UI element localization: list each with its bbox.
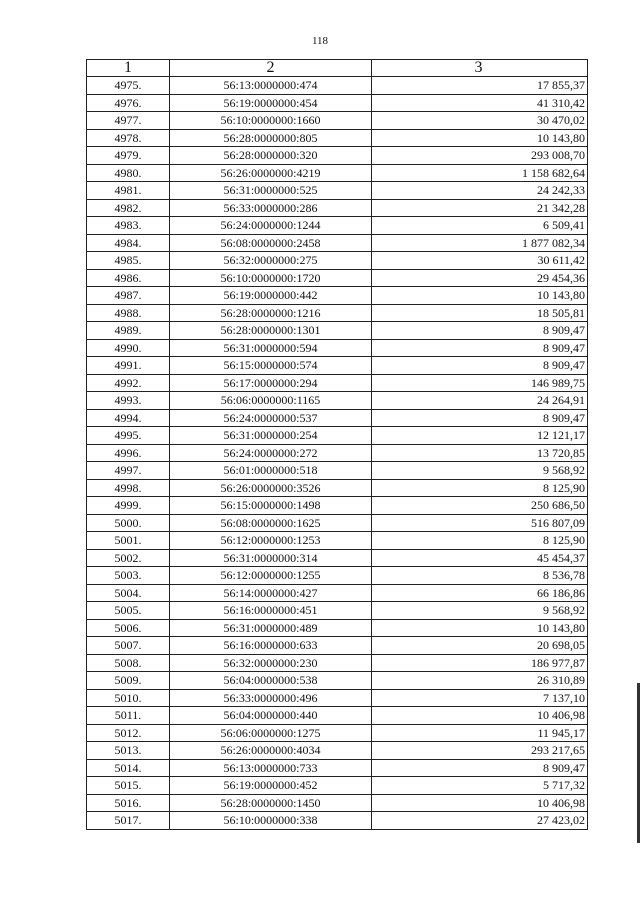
table-row — [87, 112, 588, 130]
cadastral-number-cell: 56:12:0000000:1253 — [170, 532, 372, 550]
cadastral-number-cell: 56:04:0000000:440 — [170, 707, 372, 725]
table-row — [87, 427, 588, 445]
cadastral-number-cell: 56:13:0000000:733 — [170, 759, 372, 777]
cadastral-number-cell: 56:33:0000000:496 — [170, 689, 372, 707]
cadastral-number-cell: 56:31:0000000:594 — [170, 339, 372, 357]
table-row — [87, 374, 588, 392]
amount-cell: 6 509,41 — [372, 217, 588, 235]
row-number-cell: 4996. — [87, 444, 170, 462]
amount-cell: 293 217,65 — [372, 742, 588, 760]
amount-cell: 8 909,47 — [372, 409, 588, 427]
table-row — [87, 392, 588, 410]
cadastral-number-cell: 56:14:0000000:427 — [170, 584, 372, 602]
cadastral-number-cell: 56:01:0000000:518 — [170, 462, 372, 480]
row-number-cell: 4997. — [87, 462, 170, 480]
row-number-cell: 5007. — [87, 637, 170, 655]
table-row — [87, 217, 588, 235]
table-row — [87, 322, 588, 340]
table-row — [87, 199, 588, 217]
table-row — [87, 147, 588, 165]
cadastral-number-cell: 56:08:0000000:2458 — [170, 234, 372, 252]
cadastral-number-cell: 56:28:0000000:1216 — [170, 304, 372, 322]
table-row — [87, 357, 588, 375]
cadastral-number-cell: 56:10:0000000:338 — [170, 812, 372, 830]
cadastral-number-cell: 56:10:0000000:1660 — [170, 112, 372, 130]
amount-cell: 20 698,05 — [372, 637, 588, 655]
cadastral-number-cell: 56:12:0000000:1255 — [170, 567, 372, 585]
row-number-cell: 5010. — [87, 689, 170, 707]
cadastral-number-cell: 56:28:0000000:805 — [170, 129, 372, 147]
cadastral-number-cell: 56:24:0000000:1244 — [170, 217, 372, 235]
cadastral-number-cell: 56:19:0000000:442 — [170, 287, 372, 305]
page-number: 118 — [311, 35, 329, 47]
amount-cell: 10 143,80 — [372, 287, 588, 305]
row-number-cell: 5003. — [87, 567, 170, 585]
row-number-cell: 4985. — [87, 252, 170, 270]
row-number-cell: 5009. — [87, 672, 170, 690]
cadastral-number-cell: 56:06:0000000:1165 — [170, 392, 372, 410]
table-row — [87, 812, 588, 830]
amount-cell: 21 342,28 — [372, 199, 588, 217]
cadastral-number-cell: 56:32:0000000:275 — [170, 252, 372, 270]
cadastral-number-cell: 56:31:0000000:489 — [170, 619, 372, 637]
cadastral-number-cell: 56:31:0000000:254 — [170, 427, 372, 445]
amount-cell: 18 505,81 — [372, 304, 588, 322]
cadastral-number-cell: 56:13:0000000:474 — [170, 77, 372, 95]
column-header-2: 2 — [170, 60, 372, 77]
cadastral-number-cell: 56:33:0000000:286 — [170, 199, 372, 217]
table-row — [87, 794, 588, 812]
amount-cell: 5 717,32 — [372, 777, 588, 795]
cadastral-number-cell: 56:28:0000000:1450 — [170, 794, 372, 812]
row-number-cell: 4987. — [87, 287, 170, 305]
row-number-cell: 4975. — [87, 77, 170, 95]
row-number-cell: 5001. — [87, 532, 170, 550]
table-row — [87, 497, 588, 515]
amount-cell: 10 406,98 — [372, 707, 588, 725]
cadastral-number-cell: 56:31:0000000:525 — [170, 182, 372, 200]
amount-cell: 41 310,42 — [372, 94, 588, 112]
amount-cell: 10 143,80 — [372, 619, 588, 637]
cadastral-number-cell: 56:26:0000000:3526 — [170, 479, 372, 497]
amount-cell: 250 686,50 — [372, 497, 588, 515]
row-number-cell: 4995. — [87, 427, 170, 445]
table-row — [87, 584, 588, 602]
table-row — [87, 164, 588, 182]
row-number-cell: 5002. — [87, 549, 170, 567]
table-row — [87, 602, 588, 620]
table-row — [87, 549, 588, 567]
row-number-cell: 4990. — [87, 339, 170, 357]
amount-cell: 13 720,85 — [372, 444, 588, 462]
table-row — [87, 619, 588, 637]
amount-cell: 516 807,09 — [372, 514, 588, 532]
row-number-cell: 5006. — [87, 619, 170, 637]
amount-cell: 146 989,75 — [372, 374, 588, 392]
amount-cell: 29 454,36 — [372, 269, 588, 287]
table-row — [87, 269, 588, 287]
amount-cell: 7 137,10 — [372, 689, 588, 707]
amount-cell: 8 909,47 — [372, 357, 588, 375]
row-number-cell: 4979. — [87, 147, 170, 165]
row-number-cell: 4982. — [87, 199, 170, 217]
amount-cell: 30 611,42 — [372, 252, 588, 270]
amount-cell: 24 264,91 — [372, 392, 588, 410]
row-number-cell: 5017. — [87, 812, 170, 830]
amount-cell: 30 470,02 — [372, 112, 588, 130]
header-row — [87, 60, 588, 77]
row-number-cell: 4980. — [87, 164, 170, 182]
amount-cell: 10 406,98 — [372, 794, 588, 812]
cadastral-number-cell: 56:26:0000000:4034 — [170, 742, 372, 760]
amount-cell: 1 877 082,34 — [372, 234, 588, 252]
cadastral-number-cell: 56:26:0000000:4219 — [170, 164, 372, 182]
row-number-cell: 4993. — [87, 392, 170, 410]
table-row — [87, 777, 588, 795]
cadastral-number-cell: 56:31:0000000:314 — [170, 549, 372, 567]
amount-cell: 10 143,80 — [372, 129, 588, 147]
table-row — [87, 654, 588, 672]
table-row — [87, 409, 588, 427]
row-number-cell: 4999. — [87, 497, 170, 515]
row-number-cell: 4978. — [87, 129, 170, 147]
cadastral-number-cell: 56:15:0000000:574 — [170, 357, 372, 375]
table-row — [87, 462, 588, 480]
amount-cell: 27 423,02 — [372, 812, 588, 830]
amount-cell: 8 125,90 — [372, 532, 588, 550]
table-row — [87, 252, 588, 270]
cadastral-number-cell: 56:08:0000000:1625 — [170, 514, 372, 532]
table-row — [87, 444, 588, 462]
row-number-cell: 5005. — [87, 602, 170, 620]
row-number-cell: 4986. — [87, 269, 170, 287]
amount-cell: 17 855,37 — [372, 77, 588, 95]
cadastral-number-cell: 56:19:0000000:454 — [170, 94, 372, 112]
row-number-cell: 4992. — [87, 374, 170, 392]
amount-cell: 8 125,90 — [372, 479, 588, 497]
row-number-cell: 4988. — [87, 304, 170, 322]
amount-cell: 26 310,89 — [372, 672, 588, 690]
table-row — [87, 672, 588, 690]
table-row — [87, 77, 588, 95]
row-number-cell: 4983. — [87, 217, 170, 235]
cadastral-number-cell: 56:32:0000000:230 — [170, 654, 372, 672]
row-number-cell: 4976. — [87, 94, 170, 112]
cadastral-number-cell: 56:04:0000000:538 — [170, 672, 372, 690]
row-number-cell: 4994. — [87, 409, 170, 427]
table-row — [87, 724, 588, 742]
row-number-cell: 5000. — [87, 514, 170, 532]
row-number-cell: 5004. — [87, 584, 170, 602]
row-number-cell: 5014. — [87, 759, 170, 777]
table-row — [87, 182, 588, 200]
amount-cell: 186 977,87 — [372, 654, 588, 672]
amount-cell: 1 158 682,64 — [372, 164, 588, 182]
table-row — [87, 707, 588, 725]
row-number-cell: 5013. — [87, 742, 170, 760]
amount-cell: 66 186,86 — [372, 584, 588, 602]
amount-cell: 24 242,33 — [372, 182, 588, 200]
table-row — [87, 567, 588, 585]
column-header-1: 1 — [87, 60, 170, 77]
row-number-cell: 4981. — [87, 182, 170, 200]
table-row — [87, 94, 588, 112]
cadastral-number-cell: 56:10:0000000:1720 — [170, 269, 372, 287]
table-row — [87, 479, 588, 497]
row-number-cell: 5016. — [87, 794, 170, 812]
row-number-cell: 5015. — [87, 777, 170, 795]
table-row — [87, 339, 588, 357]
amount-cell: 9 568,92 — [372, 602, 588, 620]
row-number-cell: 5008. — [87, 654, 170, 672]
table-row — [87, 129, 588, 147]
amount-cell: 8 909,47 — [372, 339, 588, 357]
row-number-cell: 4977. — [87, 112, 170, 130]
cadastral-number-cell: 56:16:0000000:451 — [170, 602, 372, 620]
table-header — [87, 60, 588, 77]
amount-cell: 8 909,47 — [372, 322, 588, 340]
table-row — [87, 514, 588, 532]
cadastral-number-cell: 56:06:0000000:1275 — [170, 724, 372, 742]
data-table — [86, 59, 588, 830]
amount-cell: 9 568,92 — [372, 462, 588, 480]
table-row — [87, 287, 588, 305]
cadastral-number-cell: 56:15:0000000:1498 — [170, 497, 372, 515]
amount-cell: 45 454,37 — [372, 549, 588, 567]
amount-cell: 8 536,78 — [372, 567, 588, 585]
row-number-cell: 5011. — [87, 707, 170, 725]
table-row — [87, 304, 588, 322]
table-row — [87, 689, 588, 707]
amount-cell: 8 909,47 — [372, 759, 588, 777]
row-number-cell: 4984. — [87, 234, 170, 252]
table-body — [87, 77, 588, 830]
table-row — [87, 637, 588, 655]
amount-cell: 11 945,17 — [372, 724, 588, 742]
amount-cell: 12 121,17 — [372, 427, 588, 445]
cadastral-number-cell: 56:17:0000000:294 — [170, 374, 372, 392]
cadastral-number-cell: 56:24:0000000:537 — [170, 409, 372, 427]
table-row — [87, 742, 588, 760]
cadastral-number-cell: 56:16:0000000:633 — [170, 637, 372, 655]
table-row — [87, 759, 588, 777]
row-number-cell: 4989. — [87, 322, 170, 340]
column-header-3: 3 — [372, 60, 588, 77]
cadastral-number-cell: 56:24:0000000:272 — [170, 444, 372, 462]
cadastral-number-cell: 56:28:0000000:320 — [170, 147, 372, 165]
table-row — [87, 234, 588, 252]
row-number-cell: 4991. — [87, 357, 170, 375]
row-number-cell: 5012. — [87, 724, 170, 742]
amount-cell: 293 008,70 — [372, 147, 588, 165]
row-number-cell: 4998. — [87, 479, 170, 497]
cadastral-number-cell: 56:19:0000000:452 — [170, 777, 372, 795]
cadastral-number-cell: 56:28:0000000:1301 — [170, 322, 372, 340]
table-row — [87, 532, 588, 550]
